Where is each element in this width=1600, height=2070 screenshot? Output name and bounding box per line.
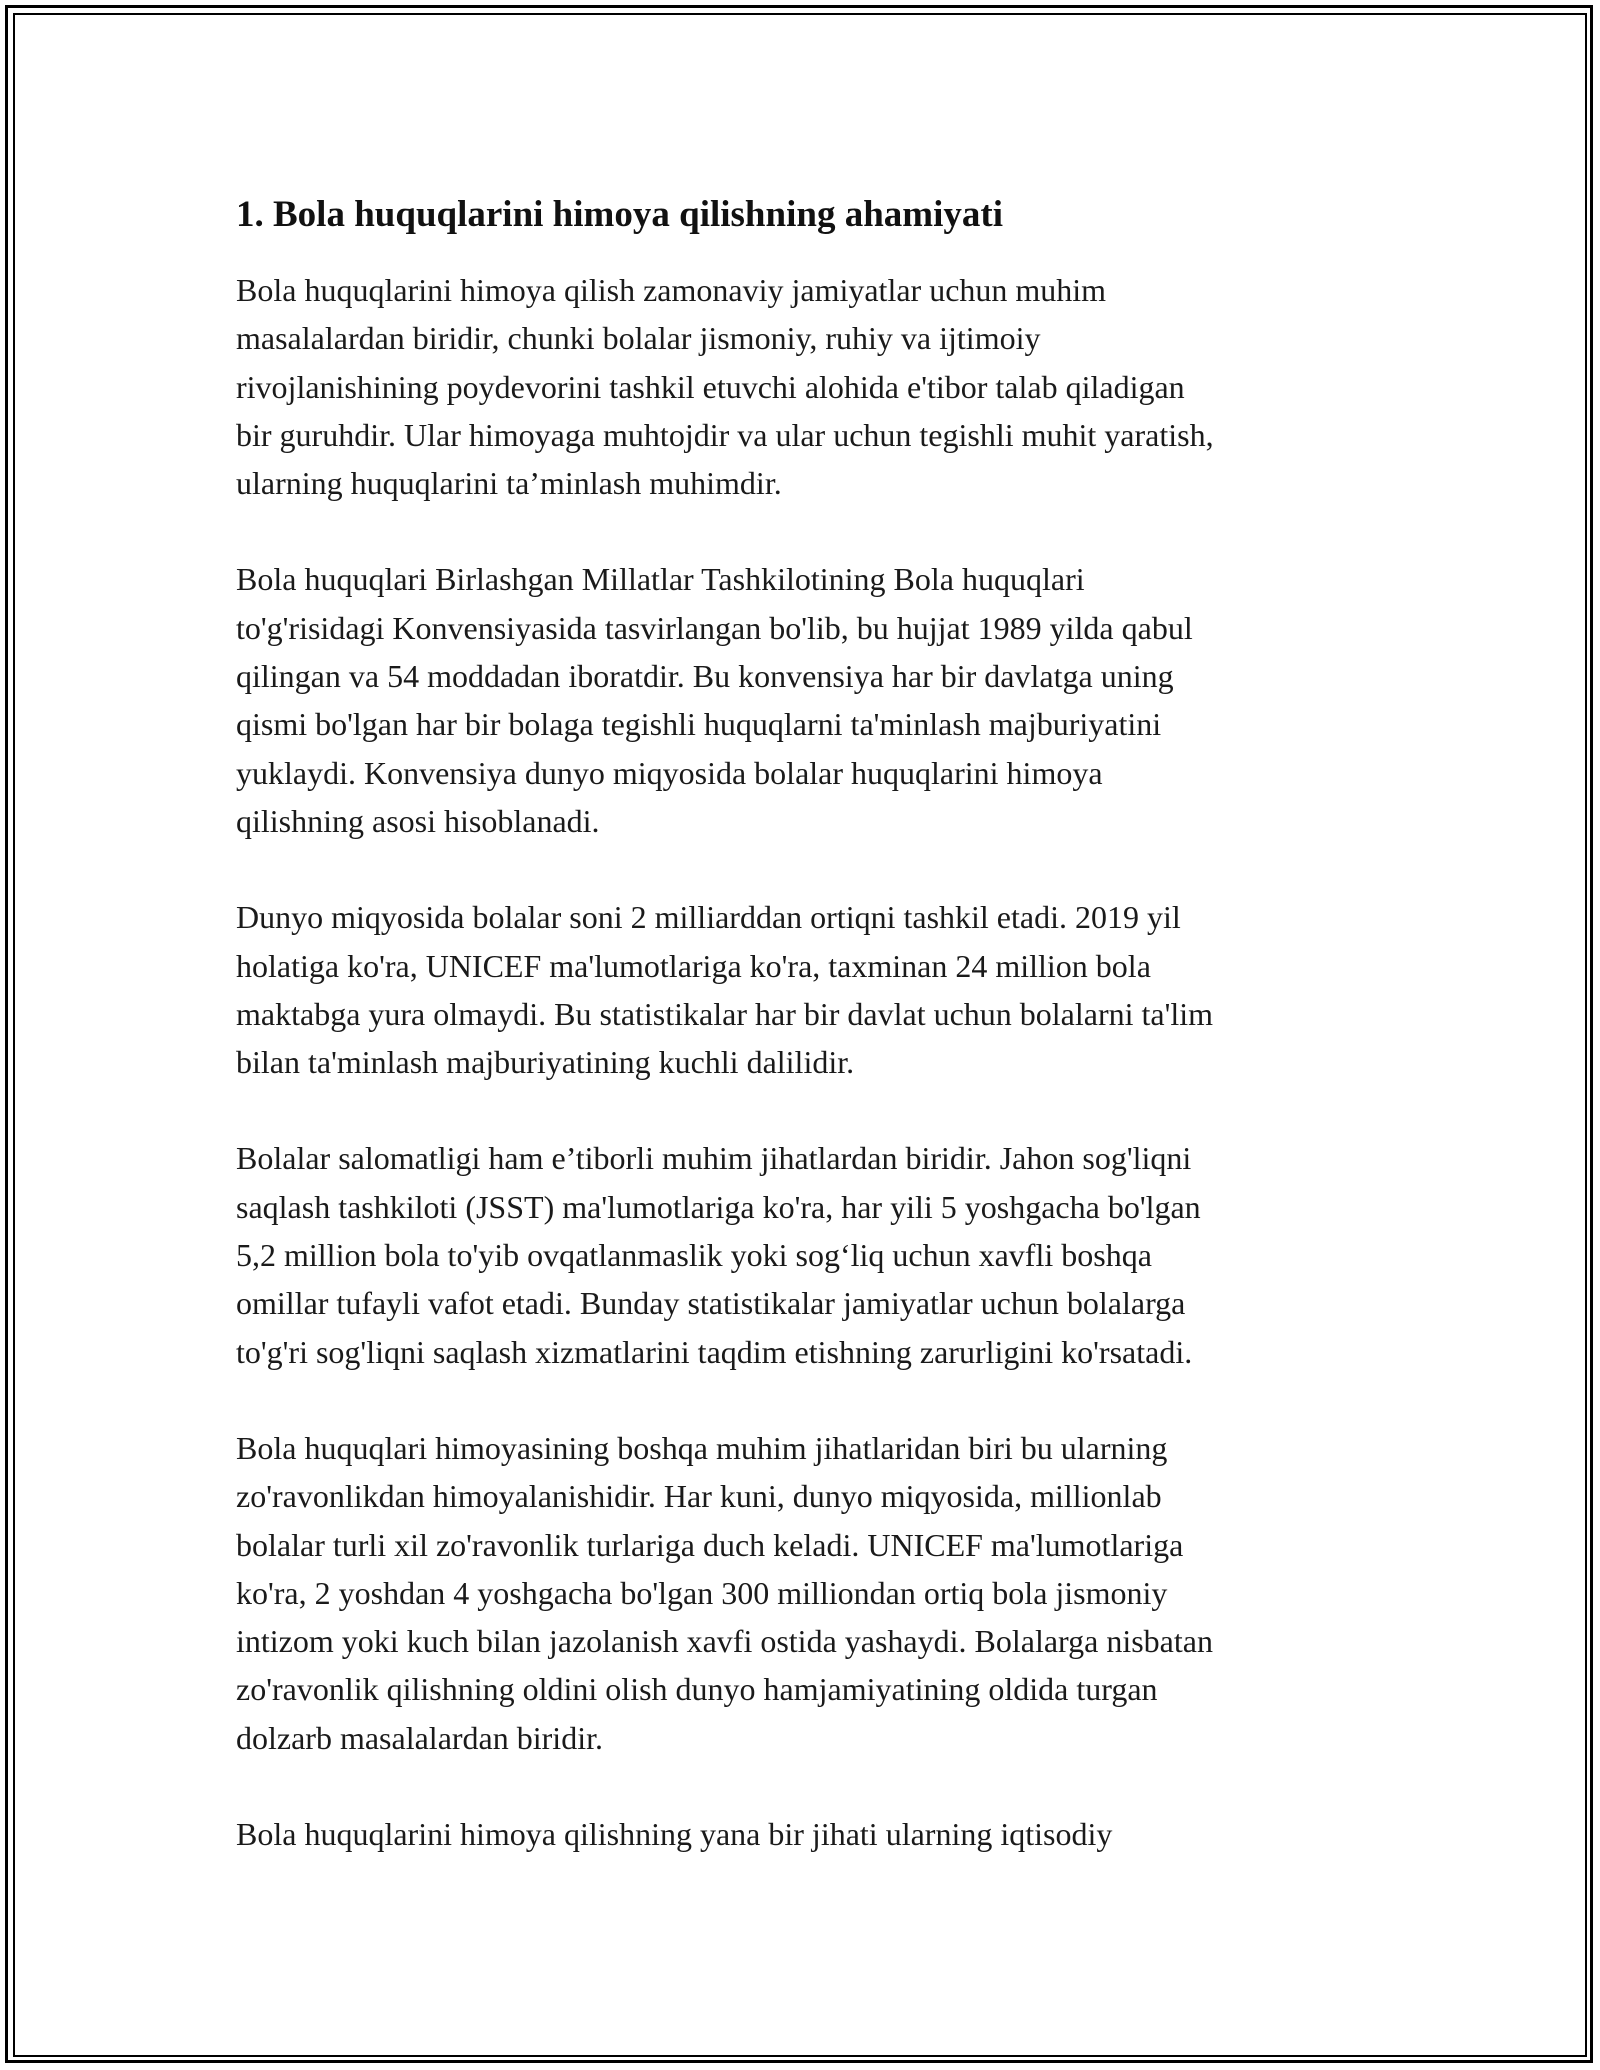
line: bilan ta'minlash majburiyatining kuchli dalilidir. [236,1044,855,1081]
line: bir guruhdir. Ular himoyaga muhtojdir va ular uchun tegishli muhit yaratish, [236,416,1214,453]
line: yuklaydi. Konvensiya dunyo miqyosida bolalar huquqlarini himoya [236,754,1103,791]
line: masalalardan biridir, chunki bolalar jismoniy, ruhiy va ijtimoiy [236,320,1041,357]
line: Bola huquqlarini himoya qilish zamonaviy jamiyatlar uchun muhim [236,272,1107,308]
line: intizom yoki kuch bilan jazolanish xavfi ostida yashaydi. Bolalarga nisbatan [236,1623,1213,1660]
paragraph-4 [236,1134,1376,1375]
line: holatiga ko'ra, UNICEF ma'lumotlariga ko'ra, taxminan 24 million bola [236,947,1151,984]
paragraph-5 [236,1424,1376,1762]
line: qilishning asosi hisoblanadi. [236,802,600,839]
line: maktabga yura olmaydi. Bu statistikalar har bir davlat uchun bolalarni ta'lim [236,995,1214,1032]
paragraph-6 [236,1810,1376,1858]
line: omillar tufayli vafot etadi. Bunday statistikalar jamiyatlar uchun bolalarga [236,1285,1186,1322]
paragraph-3 [236,893,1376,1086]
line: qilingan va 54 moddadan iboratdir. Bu konvensiya har bir davlatga uning [236,658,1174,695]
line: Bola huquqlari himoyasining boshqa muhim jihatlaridan biri bu ularning [236,1429,1168,1466]
section-heading: 1. Bola huquqlarini himoya qilishning ahamiyati [236,194,1003,235]
line: rivojlanishining poydevorini tashkil etuvchi alohida e'tibor talab qiladigan [236,368,1185,405]
line: Bolalar salomatligi ham e’tiborli muhim jihatlardan biridir. Jahon sog'liqni [236,1140,1192,1177]
line: qismi bo'lgan har bir bolaga tegishli huquqlarni ta'minlash majburiyatini [236,706,1162,743]
line: zo'ravonlik qilishning oldini olish dunyo hamjamiyatining oldida turgan [236,1671,1158,1708]
line: to'g'risidagi Konvensiyasida tasvirlangan bo'lib, bu hujjat 1989 yilda qabul [236,609,1193,646]
line: bolalar turli xil zo'ravonlik turlariga duch keladi. UNICEF ma'lumotlariga [236,1526,1184,1563]
line: dolzarb masalalardan biridir. [236,1719,603,1756]
line: Dunyo miqyosida bolalar soni 2 milliarddan ortiqni tashkil etadi. 2019 yil [236,899,1181,936]
line: Bola huquqlari Birlashgan Millatlar Tashkilotining Bola huquqlari [236,561,1085,598]
paragraph-2 [236,555,1376,845]
paragraph-1 [236,266,1376,507]
line: saqlash tashkiloti (JSST) ma'lumotlariga ko'ra, har yili 5 yoshgacha bo'lgan [236,1188,1201,1225]
line: ularning huquqlarini ta’minlash muhimdir. [236,465,782,502]
line: 5,2 million bola to'yib ovqatlanmaslik yoki sog‘liq uchun xavfli boshqa [236,1237,1152,1274]
line: ko'ra, 2 yoshdan 4 yoshgacha bo'lgan 300 milliondan ortiq bola jismoniy [236,1574,1168,1611]
line: Bola huquqlarini himoya qilishning yana bir jihati ularning iqtisodiy [236,1816,1113,1853]
document-body [236,186,1376,1906]
line: to'g'ri sog'liqni saqlash xizmatlarini taqdim etishning zarurligini ko'rsatadi. [236,1333,1193,1370]
line: zo'ravonlikdan himoyalanishidir. Har kuni, dunyo miqyosida, millionlab [236,1478,1162,1515]
